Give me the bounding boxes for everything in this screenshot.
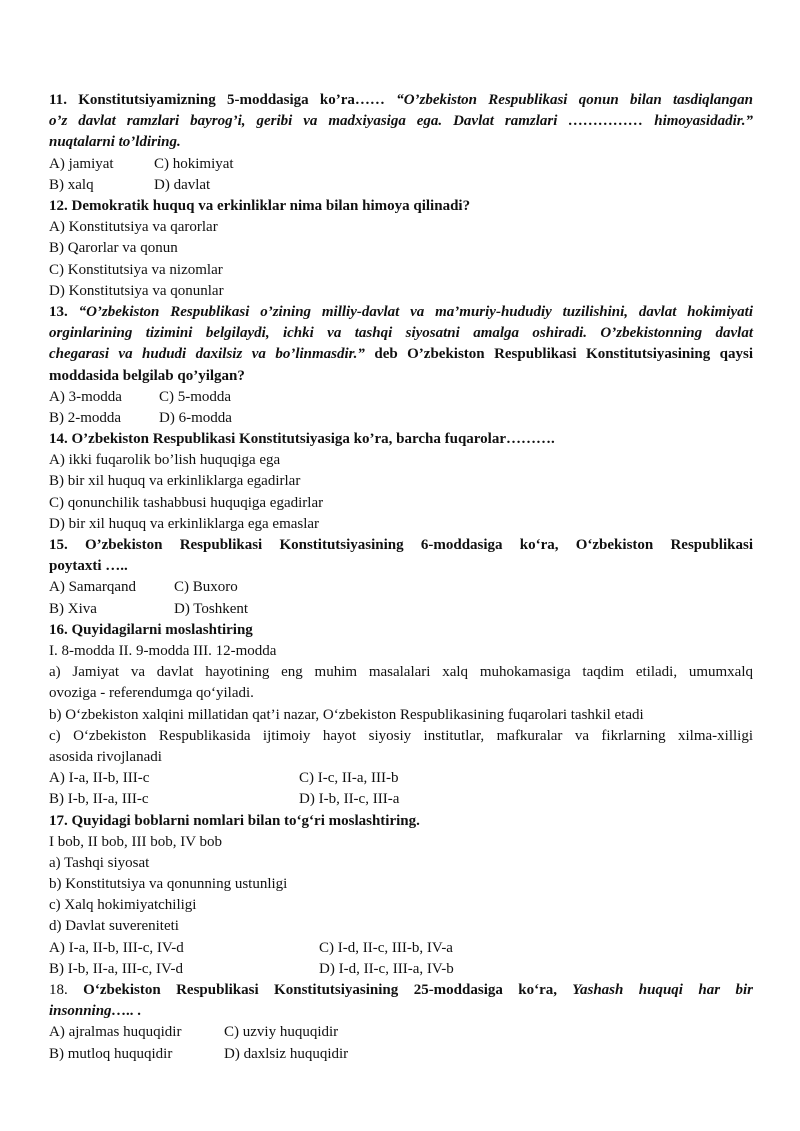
q15-option-a[interactable]: A) Samarqand — [49, 579, 137, 596]
q12-option-b[interactable]: B) Qarorlar va qonun — [49, 240, 178, 257]
q14-option-b[interactable]: B) bir xil huquq va erkinliklarga egadirlar — [49, 473, 301, 490]
q13-stem-end: moddasida belgilab qo’yilgan? — [49, 367, 245, 384]
q12-question — [49, 196, 753, 217]
q18-line-1 — [49, 980, 753, 1001]
q12-option-c[interactable]: C) Konstitutsiya va nizomlar — [49, 261, 223, 278]
q17-option-b[interactable]: B) I-b, II-a, III-c, IV-d — [49, 960, 183, 977]
q11-quote-2: o’z davlat ramzlari bayrog’i, geribi va madxiyasiga ega. Davlat ramzlari …………… himoyasidadir.” — [49, 113, 753, 130]
q18-option-c[interactable]: C) uzviy huquqidir — [224, 1024, 339, 1041]
q16-option-a[interactable]: A) I-a, II-b, III-c — [49, 770, 150, 787]
q14-question — [49, 429, 753, 450]
q17-options-row-2 — [49, 959, 753, 980]
q13-quote-2: orginlarining tizimini belgilaydi, ichki va tashqi siyosatni amalga oshiradi. O’zbekistonning davlat — [49, 325, 753, 342]
q16-item-a-2: ovoziga - referendumga qo‘yiladi. — [49, 685, 254, 702]
q15-line-1 — [49, 535, 753, 556]
q18-number: 18. — [49, 982, 68, 998]
q13-options-row-2 — [49, 408, 753, 429]
q13-line-2 — [49, 323, 753, 344]
q16-option-b[interactable]: B) I-b, II-a, III-c — [49, 791, 149, 808]
q13-line-1 — [49, 302, 753, 323]
q16-item-c-1: c) O‘zbekiston Respublikasida ijtimoiy hayot siyosiy institutlar, mafkuralar va fikrlarning xilma-xilligi — [49, 727, 753, 744]
q15-option-b[interactable]: B) Xiva — [49, 600, 97, 617]
q11-number: 11 — [49, 92, 64, 108]
q11-quote-3: nuqtalarni to’ldiring. — [49, 134, 181, 151]
q12-option-a[interactable]: A) Konstitutsiya va qarorlar — [49, 219, 218, 236]
q15-text-end: poytaxti ….. — [49, 558, 128, 575]
q14-option-c[interactable]: C) qonunchilik tashabbusi huquqiga egadirlar — [49, 494, 324, 511]
q11-option-b[interactable]: B) xalq — [49, 176, 94, 193]
q18-options-row-2 — [49, 1044, 753, 1065]
q13-line-3 — [49, 344, 753, 365]
q16-item-a-1: a) Jamiyat va davlat hayotining eng muhim masalalari xalq muhokamasiga taqdim etiladi, umumxalq — [49, 664, 753, 681]
q13-sep: . — [64, 303, 79, 320]
q11-stem: . Konstitutsiyamizning 5-moddasiga ko’ra…… — [63, 92, 397, 108]
q17-option-a[interactable]: A) I-a, II-b, III-c, IV-d — [49, 939, 184, 956]
q14-text: . O’zbekiston Respublikasi Konstitutsiyasiga ko’ra, barcha fuqarolar………. — [64, 431, 555, 448]
q15-option-d[interactable]: D) Toshkent — [174, 600, 249, 617]
q12-number: 12 — [49, 197, 64, 214]
q18-options-row-1 — [49, 1022, 753, 1043]
q17-option-d[interactable]: D) I-d, II-c, III-a, IV-b — [319, 960, 454, 977]
q11-line-3 — [49, 132, 753, 153]
q15-options-row-2 — [49, 599, 753, 620]
q16-roman-list: I. 8-modda II. 9-modda III. 12-modda — [49, 642, 277, 659]
q15-options-row-1 — [49, 577, 753, 598]
q17-item-b: b) Konstitutsiya va qonunning ustunligi — [49, 876, 288, 893]
q18-quote-end: insonning….. . — [49, 1003, 142, 1020]
q12-text: . Demokratik huquq va erkinliklar nima bilan himoya qilinadi? — [64, 197, 471, 214]
q13-option-d[interactable]: D) 6-modda — [159, 409, 232, 426]
q17-option-c[interactable]: C) I-d, II-c, III-b, IV-a — [319, 939, 453, 956]
q14-option-d[interactable]: D) bir xil huquq va erkinliklarga ega emaslar — [49, 515, 320, 532]
q18-line-2 — [49, 1001, 753, 1022]
q16-title-text: 16. Quyidagilarni moslashtiring — [49, 621, 253, 638]
q11-option-c[interactable]: C) hokimiyat — [154, 155, 234, 172]
q13-quote-3: chegarasi va hududi daxilsiz va bo’linmasdir.” — [49, 346, 365, 363]
q11-option-a[interactable]: A) jamiyat — [49, 155, 114, 172]
q17-options-row-1 — [49, 938, 753, 959]
q18-stem: O‘zbekiston Respublikasi Konstitutsiyasining 25-moddasiga ko‘ra, — [67, 982, 558, 998]
q13-line-4 — [49, 366, 753, 387]
q16-options-row-1 — [49, 768, 753, 789]
q13-stem: deb O’zbekiston Respublikasi Konstitutsiyasining qaysi — [364, 346, 754, 363]
q13-number: 13 — [49, 303, 64, 320]
q17-title — [49, 811, 753, 832]
q13-option-a[interactable]: A) 3-modda — [49, 388, 122, 405]
q17-item-c: c) Xalq hokimiyatchiligi — [49, 897, 197, 914]
q14-number: 14 — [49, 431, 64, 448]
q13-option-c[interactable]: C) 5-modda — [159, 388, 232, 405]
questions-list — [49, 90, 753, 1065]
q17-item-d: d) Davlat suvereniteti — [49, 918, 179, 935]
q14-option-a[interactable]: A) ikki fuqarolik bo’lish huquqiga ega — [49, 452, 281, 469]
q13-quote-1: “O’zbekiston Respublikasi o’zining milliy-davlat va ma’muriy-hududiy tuzilishini, davlat hokimiyati — [78, 303, 754, 320]
q18-option-d[interactable]: D) daxlsiz huquqidir — [224, 1045, 349, 1062]
q18-quote: Yashash huquqi har bir — [557, 982, 753, 998]
q17-chapters: I bob, II bob, III bob, IV bob — [49, 833, 223, 850]
q11-line-1 — [49, 90, 753, 111]
q11-options-row-1 — [49, 154, 753, 175]
q18-option-b[interactable]: B) mutloq huquqidir — [49, 1045, 173, 1062]
q16-title — [49, 620, 753, 641]
q15-text: 15. O’zbekiston Respublikasi Konstitutsiyasining 6-moddasiga ko‘ra, O‘zbekiston Respublikasi — [49, 537, 753, 554]
q11-quote-1: “O’zbekiston Respublikasi qonun bilan tasdiqlangan — [396, 92, 753, 108]
q11-options-row-2 — [49, 175, 753, 196]
q15-option-c[interactable]: C) Buxoro — [174, 579, 238, 596]
q16-option-d[interactable]: D) I-b, II-c, III-a — [299, 791, 400, 808]
q13-option-b[interactable]: B) 2-modda — [49, 409, 122, 426]
q13-options-row-1 — [49, 387, 753, 408]
q11-line-2 — [49, 111, 753, 132]
q16-item-b: b) O‘zbekiston xalqini millatidan qat’i nazar, O‘zbekiston Respublikasining fuqarolari tashkil etadi — [49, 706, 644, 723]
q11-option-d[interactable]: D) davlat — [154, 176, 211, 193]
q18-option-a[interactable]: A) ajralmas huquqidir — [49, 1024, 182, 1041]
q16-item-c-2: asosida rivojlanadi — [49, 748, 162, 765]
q15-line-2 — [49, 556, 753, 577]
q17-title-text: 17. Quyidagi boblarni nomlari bilan to‘g‘ri moslashtiring. — [49, 812, 420, 829]
q16-option-c[interactable]: C) I-c, II-a, III-b — [299, 770, 399, 787]
q12-option-d[interactable]: D) Konstitutsiya va qonunlar — [49, 282, 224, 299]
q17-item-a: a) Tashqi siyosat — [49, 854, 150, 871]
q16-options-row-2 — [49, 789, 753, 810]
